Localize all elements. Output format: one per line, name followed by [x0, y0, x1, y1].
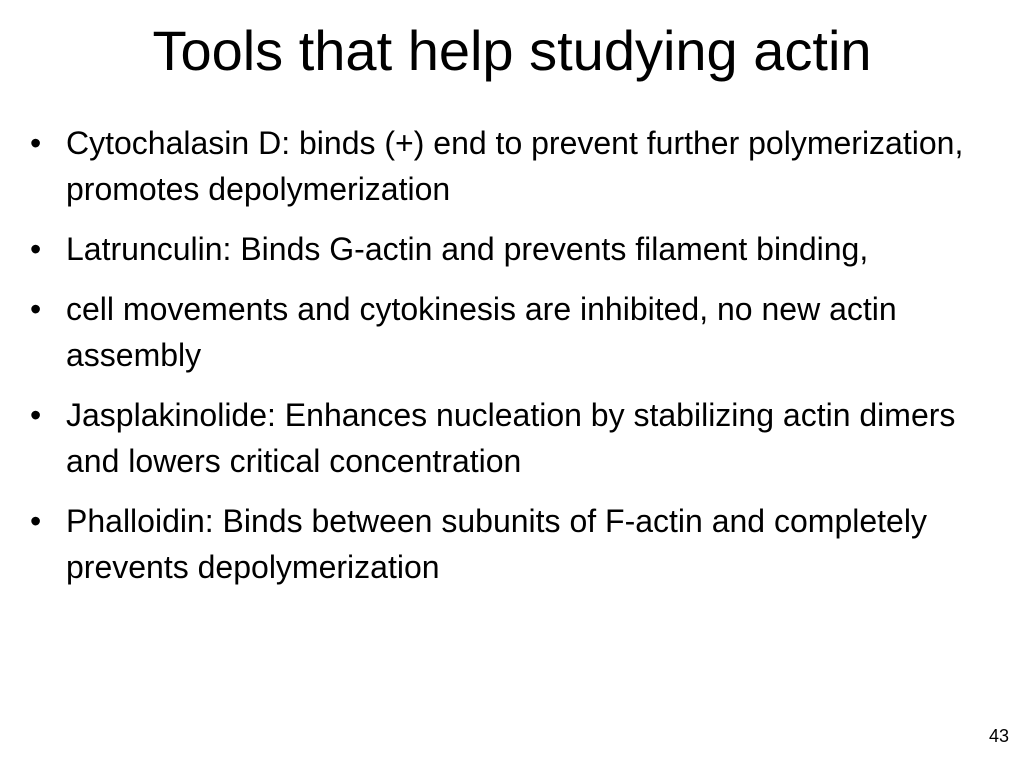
bullet-icon: • — [30, 397, 42, 433]
bullet-item — [30, 392, 970, 484]
bullet-list — [30, 120, 970, 604]
bullet-icon: • — [30, 291, 42, 327]
bullet-item — [30, 120, 970, 212]
bullet-icon: • — [30, 125, 42, 161]
bullet-item — [30, 286, 970, 378]
page-number: 43 — [988, 726, 1009, 746]
bullet-text: Phalloidin: Binds between subunits of F-actin and completely prevents depolymerization — [66, 503, 927, 585]
slide-title: Tools that help studying actin — [152, 19, 872, 82]
bullet-icon: • — [30, 503, 42, 539]
bullet-text: Latrunculin: Binds G-actin and prevents filament binding, — [66, 231, 869, 267]
bullet-item — [30, 226, 970, 272]
bullet-text: cell movements and cytokinesis are inhibited, no new actin assembly — [66, 291, 897, 373]
bullet-icon: • — [30, 231, 42, 267]
bullet-text: Jasplakinolide: Enhances nucleation by stabilizing actin dimers and lowers critical concentration — [66, 397, 956, 479]
bullet-item — [30, 498, 970, 590]
bullet-text: Cytochalasin D: binds (+) end to prevent further polymerization, promotes depolymerization — [66, 125, 964, 207]
